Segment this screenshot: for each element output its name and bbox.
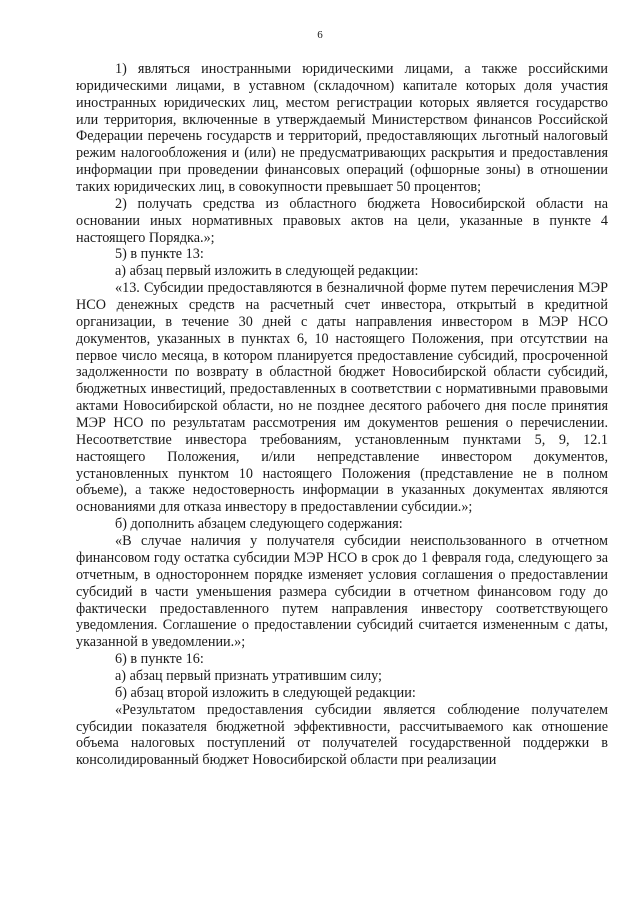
paragraph-subpoint-a: а) абзац первый изложить в следующей редакции:	[115, 263, 419, 280]
paragraph-result-clause: «Результатом предоставления субсидии является соблюдение получателем субсидии показателя бюджетной эффективности, рассчитываемого как отношение объема налоговых поступлений от получателей государственной поддержки в консолидированный бюджет Новосибирской области при реализации	[76, 701, 608, 769]
page-number: 6	[317, 29, 323, 41]
paragraph-point-6: 6) в пункте 16:	[115, 651, 204, 668]
paragraph-point-5: 5) в пункте 13:	[115, 246, 204, 263]
paragraph-subpoint-a-16: а) абзац первый признать утратившим силу;	[115, 667, 382, 684]
paragraph-subpoint-b-16: б) абзац второй изложить в следующей редакции:	[115, 684, 416, 701]
document-body	[76, 61, 608, 769]
paragraph-clause-13: «13. Субсидии предоставляются в безналичной форме путем перечисления МЭР НСО денежных средств на расчетный счет инвестора, открытый в кредитной организации, в течение 30 дней с даты направления инвестором в МЭР НСО документов, указанных в пунктах 6, 10 настоящего Положения, при отсутствии на первое число месяца, в котором планируется предоставление субсидий, просроченной задолженности по возврату в областной бюджет Новосибирской области субсидий, бюджетных инвестиций, предоставленных в соответствии с нормативными правовыми актами Новосибирской области, но не позднее десятого рабочего дня после принятия МЭР НСО по результатам рассмотрения им документов решения о перечислении. Несоответствие инвестора требованиям, установленным пунктами 5, 9, 12.1 настоящего Положения, и/или непредставление инвестором документов, установленных пунктом 10 настоящего Положения (представление не в полном объеме), а также недостоверность информации в указанных документах являются основаниями для отказа инвестору в предоставлении субсидии.»;	[76, 280, 608, 516]
paragraph-new-abzac: «В случае наличия у получателя субсидии неиспользованного в отчетном финансовом году остатка субсидии МЭР НСО в срок до 1 февраля года, следующего за отчетным, в одностороннем порядке изменяет условия соглашения о предоставлении субсидий в части уменьшения размера субсидии в отчетном финансовом году до фактически предоставленного путем направления инвестору соответствующего уведомления. Соглашение о предоставлении субсидий считается измененным с даты, указанной в уведомлении.»;	[76, 533, 608, 651]
paragraph-item-2: 2) получать средства из областного бюджета Новосибирской области на основании иных нормативных правовых актов на цели, указанные в пункте 4 настоящего Порядка.»;	[76, 195, 608, 246]
paragraph-item-1: 1) являться иностранными юридическими лицами, а также российскими юридическими лицами, в уставном (складочном) капитале которых доля участия иностранных юридических лиц, местом регистрации которых является государство или территория, включенные в утверждаемый Министерством финансов Российской Федерации перечень государств и территорий, предоставляющих льготный налоговый режим налогообложения и (или) не предусматривающих раскрытия и предоставления информации при проведении финансовых операций (офшорные зоны) в отношении таких юридических лиц, в совокупности превышает 50 процентов;	[76, 61, 608, 196]
paragraph-subpoint-b: б) дополнить абзацем следующего содержания:	[115, 516, 403, 533]
